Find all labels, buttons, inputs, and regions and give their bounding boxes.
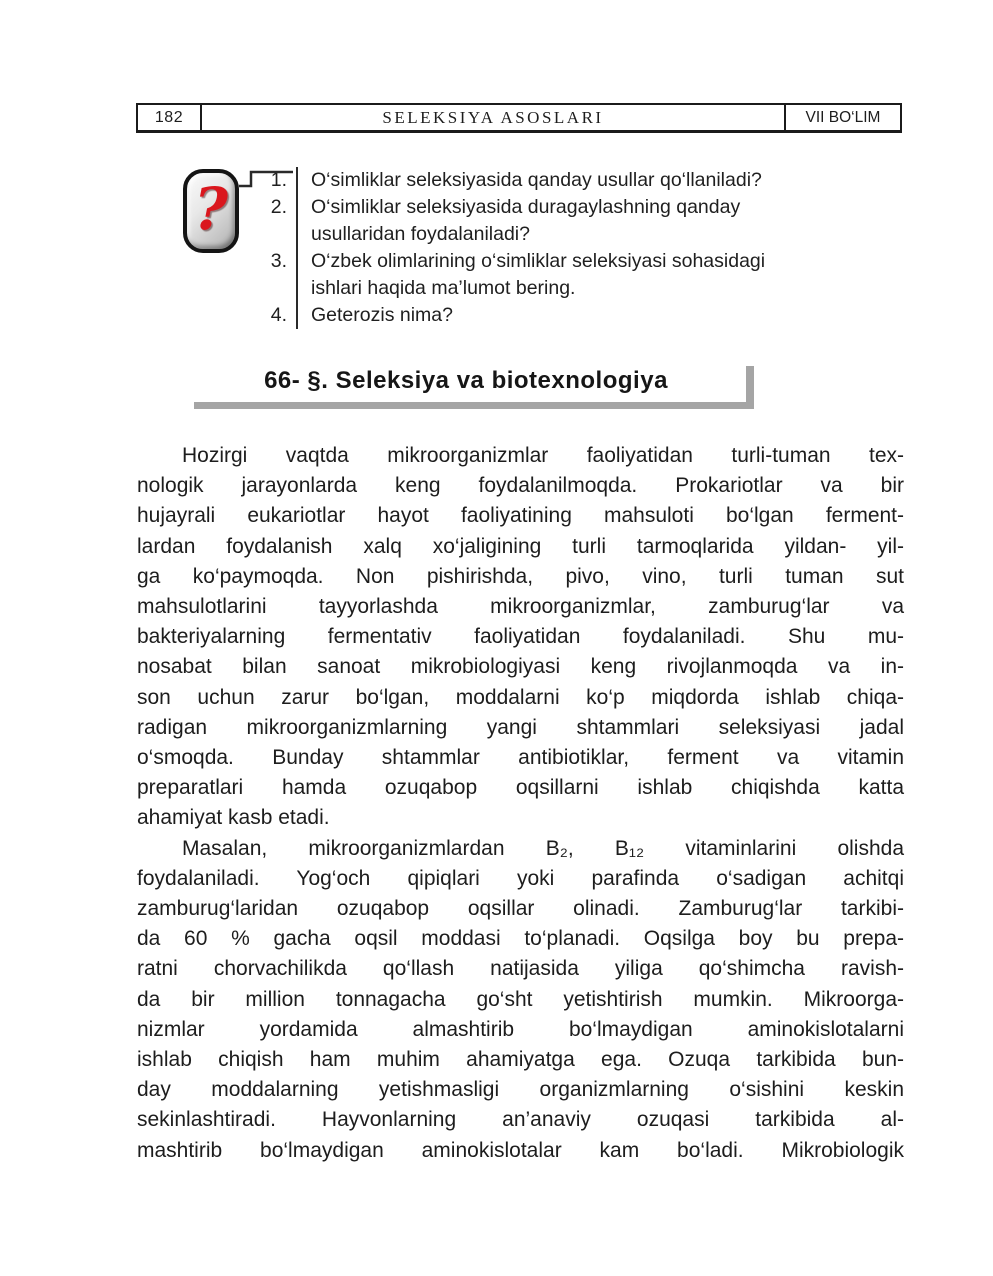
question-item: [249, 302, 903, 329]
text-line: nosabat bilan sanoat mikrobiologiyasi keng rivojlanmoqda va in-: [137, 655, 904, 679]
text-line: da bir million tonnagacha go‘sht yetishtirish mumkin. Mikroorga-: [137, 987, 904, 1011]
connector-line: [239, 169, 293, 191]
text-line: zamburug‘laridan ozuqabop oqsillar olinadi. Zamburug‘lar tarkibi-: [137, 897, 904, 921]
question-item: [249, 167, 903, 194]
question-number: 3.: [270, 250, 287, 272]
text-line: ishlab chiqish ham muhim ahamiyatga ega. Ozuqa tarkibida bun-: [137, 1048, 904, 1072]
text-line: mashtirib bo‘lmaydigan aminokislotalar kam bo‘ladi. Mikrobiologik: [137, 1138, 904, 1162]
running-title: SELEKSIYA ASOSLARI: [382, 107, 604, 127]
chapter-label: VII BO‘LIM: [784, 105, 900, 130]
text-line: son uchun zarur bo‘lgan, moddalarni ko‘p miqdorda ishlab chiqa-: [137, 685, 904, 709]
text-line: nizmlar yordamida almashtirib bo‘lmaydigan aminokislotalarni: [137, 1017, 904, 1041]
text-line: lardan foydalanish xalq xo‘jaligining turli tarmoqlarida yildan- yil-: [137, 534, 904, 558]
text-line: sekinlashtiradi. Hayvonlarning an’anaviy ozuqasi tarkibida al-: [137, 1108, 904, 1132]
text-line: ratni chorvachilikda qo‘llash natijasida yiliga qo‘shimcha ravish-: [137, 957, 904, 981]
question-number: 1.: [270, 169, 287, 191]
text-line: foydalaniladi. Yog‘och qipiqlari yoki parafinda o‘sadigan achitqi: [137, 866, 904, 890]
question-text: O‘zbek olimlarining o‘simliklar seleksiyasi sohasidagi ishlari haqida ma’lumot bering.: [296, 248, 903, 302]
text-line: da 60 % gacha oqsil moddasi to‘planadi. Oqsilga boy bu prepa-: [137, 927, 904, 951]
text-line: Hozirgi vaqtda mikroorganizmlar faoliyatidan turli-tuman tex-: [182, 444, 904, 467]
page-number: 182: [138, 105, 202, 130]
question-item: [249, 194, 903, 248]
text-line: bakteriyalarning fermentativ faoliyatidan foydalaniladi. Shu mu-: [137, 625, 904, 649]
question-mark-glyph: ?: [194, 175, 228, 243]
page-header: [136, 103, 902, 133]
text-line: ga ko‘paymoqda. Non pishirishda, pivo, vino, turli tuman sut: [137, 564, 904, 588]
text-line: preparatlari hamda ozuqabop oqsillarni ishlab chiqishda katta: [137, 776, 904, 800]
text-line: mahsulotlarini tayyorlashda mikroorganizmlar, zamburug‘lar va: [137, 595, 904, 619]
text-line: radigan mikroorganizmlarning yangi shtammlari seleksiyasi jadal: [137, 715, 904, 739]
paragraph: [137, 834, 904, 1166]
text-line: hujayrali eukariotlar hayot faoliyatining mahsuloti bo‘lgan ferment-: [137, 504, 904, 528]
text-line: nologik jarayonlarda keng foydalanilmoqda. Prokariotlar va bir: [137, 474, 904, 498]
text-line: ahamiyat kasb etadi.: [137, 806, 330, 830]
text-line: o‘smoqda. Bunday shtammlar antibiotiklar, ferment va vitamin: [137, 746, 904, 770]
section-heading: [186, 359, 746, 402]
body-text: [137, 441, 904, 1166]
question-text: O‘simliklar seleksiyasida qanday usullar qo‘llaniladi?: [296, 167, 903, 194]
questions-block: [137, 167, 903, 329]
text-line: Masalan, mikroorganizmlardan B₂, B₁₂ vitaminlarini olishda: [182, 836, 904, 860]
question-mark-icon: [183, 169, 239, 253]
question-number: 4.: [270, 304, 287, 326]
question-text: O‘simliklar seleksiyasida duragaylashning qanday usullaridan foydalaniladi?: [296, 194, 903, 248]
section-heading-text: 66- §. Seleksiya va biotexnologiya: [264, 366, 668, 394]
question-number: 2.: [270, 196, 287, 218]
questions-list: [249, 167, 903, 329]
question-item: [249, 248, 903, 302]
question-text: Geterozis nima?: [296, 302, 903, 329]
paragraph: [137, 441, 904, 834]
text-line: day moddalarning yetishmasligi organizmlarning o‘sishini keskin: [137, 1078, 904, 1102]
